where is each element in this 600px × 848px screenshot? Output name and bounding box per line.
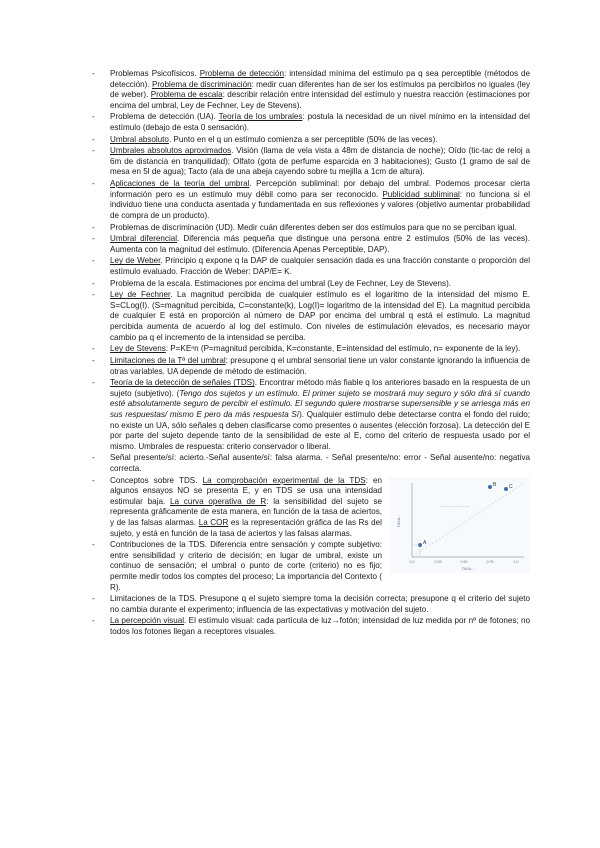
text-segment: : medir cuan diferentes han de ser los estímulos pa percibirlos no iguales (ley de weber). (110, 79, 531, 100)
point-label: C (509, 483, 513, 490)
bullet-dash: - (92, 378, 95, 388)
bullet-dash: - (92, 146, 95, 156)
bullet-dash: - (92, 290, 95, 300)
text-segment: : la sensibilidad del sujeto se representa gráficamente de esta manera, en función de la tasa de aciertos, y de las falsas alarmas. (110, 496, 382, 527)
underlined-term: La comprobación experimental de la TDS (202, 475, 366, 485)
bullet-dash: - (92, 69, 95, 78)
point-label: B (493, 481, 497, 488)
bullet-dash: - (92, 222, 95, 232)
text-segment: . Visión (llama de vela vista a 48m de distancia de noche); Oído (tic-tac de reloj a 6m de distancia en tranquilidad); Olfato (gota de perfume esparcida en 3 habitaciones); Gusto (1 gramo de sal de mesa en 5l de agua); Tacto (ala de una abeja cayendo sobre tu mejilla a 1cm de altura). (110, 146, 530, 177)
x-tick-label: 0.0 (409, 559, 415, 564)
legend-text: — — — — — — (440, 502, 470, 508)
bullet-dash: - (92, 594, 95, 604)
data-point (504, 487, 508, 491)
bullet-dash: - (92, 344, 95, 354)
notes-list (92, 69, 530, 639)
bullet-item (92, 540, 530, 593)
bullet-item (92, 234, 530, 255)
bullet-dash: - (92, 134, 95, 144)
bullet-dash: - (92, 234, 95, 244)
underlined-term: La curva operativa de R (170, 496, 267, 506)
bullet-dash: - (92, 540, 95, 550)
underlined-term: Ley de Weber (110, 256, 161, 266)
underlined-term: Umbral absoluto (110, 134, 169, 144)
bullet-dash: - (92, 256, 95, 266)
underlined-term: Limitaciones de la Tª del umbral (110, 355, 226, 365)
text-segment: : describir relación entre intensidad del estímulo y nuestra reacción (estimaciones por encima del umbral, Ley de Fechner, Ley de Stevens). (110, 90, 530, 110)
text-segment: . Encontrar método más fiable q los anteriores basado en la respuesta de un sujeto (subjetivo). ( (110, 378, 531, 398)
text-segment: Problemas de discriminación (UD). Medir cuán diferentes deben ser dos estímulos para que no se perciban igual. (110, 222, 517, 232)
underlined-term: Problema de escala (150, 90, 223, 100)
bullet-item (92, 290, 530, 343)
text-segment: . Principio q expone q la DAP de cualquier sensación dada es una fracción constante o proporción del estímulo evaluado. Fracción de Weber: DAP/E= K. (110, 256, 531, 277)
underlined-term: Teoría de la detección de señales (TDS) (110, 378, 255, 388)
text-segment: : presupone q el umbral sensorial tiene un valor constante ignorando la influencia de otras variables. UA depende de método de estimación. (110, 355, 530, 376)
text-segment: Problema de detección (UA). (110, 112, 219, 122)
x-tick-label: 0.75 (486, 559, 494, 564)
bullet-item (92, 356, 530, 377)
bullet-item (92, 616, 530, 637)
text-segment: Problema de la escala. Estimaciones por encima del umbral (Ley de Fechner, Ley de Stevens). (110, 278, 452, 288)
text-segment: . Diferencia más pequeña que distingue una persona entre 2 estímulos (50% de las veces). Aumenta con la magnitud del estímulo. (Diferencia Apenas Perceptible, DAP). (110, 234, 530, 254)
point-label: A (423, 539, 427, 546)
bullet-dash: - (92, 179, 95, 189)
underlined-term: Teoría de los umbrales (218, 112, 303, 122)
text-segment: . La magnitud percibida de cualquier estímulo es el logaritmo de la intensidad del mismo E. S=CLog(I). (S=magnitud percibida, C=constante(k), Log(I)= logaritmo de la intensidad del E). La magnitud percibida de cualquier E está en proporción al número de DAP por encima del umbral q está el estímulo. La magnitud percibida aumenta de acuerdo al log del estímulo. Con niveles de estimulación elevados, es necesario mayor cambio pa q el incremento de la intensidad se perciba. (110, 290, 531, 342)
bullet-dash: - (92, 453, 95, 463)
text-segment: ). Qualquier estímulo debe detectarse contra el fondo del ruido; no existe un UA, sólo señales q deben clasificarse como presentes o ausentes (elección forzosa). La detección del E por parte del sujeto depende tanto de la sensibilidad de este al E, como del criterio de respuesta usado por el mismo. Umbrales de respuesta: criterio conservador o liberal. (110, 409, 530, 451)
bullet-item (92, 135, 530, 146)
underlined-term: Problema de discriminación (151, 79, 252, 89)
x-tick-label: 0.50 (460, 559, 468, 564)
bullet-item (92, 378, 530, 452)
bullet-item (92, 594, 530, 615)
text-segment: Contribuciones de la TDS. Diferencia entre sensación y compte subjetivo: entre sensibilidad y criterio de decisión; en lugar de umbral, existe un continuo de sensación; el umbral o punto de corte (criterio) no es fijo; permite medir todos los comptes del proceso; La importancia del Contexto ( R). (110, 540, 382, 592)
text-segment: Conceptos sobre TDS. (110, 475, 203, 485)
bullet-item (92, 146, 530, 178)
bullet-dash: - (92, 475, 95, 485)
text-segment: . El estímulo visual: cada partícula de luz→fotón; intensidad de luz medida por nº de fotones; no todos los fotones llegan a receptores visuales. (110, 616, 531, 637)
underlined-term: Aplicaciones de la teoría del umbral (110, 179, 250, 189)
x-tick-label: 1.0 (513, 559, 519, 564)
text-segment: es la representación gráfica de las Rs del sujeto, y está en función de la tasa de aciertos y las falsas alarmas. (110, 518, 382, 538)
text-segment: . Percepción subliminal: por debajo del umbral. Podemos procesar cierta información pero es un estímulo muy débil como para ser reconocido. (110, 179, 530, 199)
x-axis-label: TASA... (461, 566, 475, 571)
text-segment: Limitaciones de la TDS. Presupone q el sujeto siempre toma la decisión correcta; presupone q el criterio del sujeto no cambia durante el experimento; influencia de las expectativas y motivación del sujeto. (110, 594, 530, 614)
bullet-dash: - (92, 616, 95, 626)
underlined-term: Publicidad subliminal (382, 189, 460, 199)
bullet-item (92, 112, 530, 133)
bullet-dash: - (92, 278, 95, 288)
bullet-item (92, 256, 530, 277)
underlined-term: Ley de Stevens (110, 344, 166, 354)
text-segment: Señal presente/sí: acierto.-Señal ausente/sí: falsa alarma. - Señal presente/no: error - Señal ausente/no: negativa correcta. (110, 453, 530, 473)
text-segment: : P=KEⁿn (P=magnitud percibida, K=constante, E=intensidad del estímulo, n= exponente de la ley). (165, 344, 521, 354)
underlined-term: La percepción visual (110, 616, 185, 626)
italic-example: Tengo dos sujetos y un estímulo. El primer sujeto se mostrará muy seguro y sólo dirá sí cuando esté absolutamente seguro de percibir el estímulo. El segundo quiere mostrarse supersensible y se arriesga más en sus respuestas/ mismo E pero da más respuesta Sí (110, 388, 530, 419)
text-segment: . Punto en el q un estímulo comienza a ser perceptible (50% de las veces). (168, 134, 438, 144)
bullet-item (92, 179, 530, 221)
data-point (488, 485, 492, 489)
underlined-term: Problema de detección (199, 69, 284, 78)
y-axis-label: TASA... (397, 514, 401, 528)
bullet-item (92, 453, 530, 474)
bullet-dash: - (92, 355, 95, 365)
text-segment: : intensidad mínima del estímulo pa q sea perceptible (métodos de detección). (110, 69, 531, 89)
x-tick-label: 0.25 (434, 559, 442, 564)
text-segment: : en algunos ensayos NO se presenta E, y en TDS se usa una intensidad estimular baja. (110, 475, 382, 506)
bullet-item (92, 344, 530, 355)
text-segment: : no funciona si el individuo tiene una conducta asentada y fundamentada en sus reflexiones y valores (objetivo aumentar probabilidad de compra de un producto). (110, 189, 530, 220)
text-segment: : postula la necesidad de un nivel mínimo en la intensidad del estímulo (debajo de esta 0 sensación). (110, 112, 530, 133)
text-segment: Problemas Psicofísicos. (110, 69, 200, 78)
underlined-term: La COR (198, 518, 229, 527)
underlined-term: Umbral diferencial (110, 234, 178, 244)
bullet-dash: - (92, 112, 95, 122)
underlined-term: Umbrales absolutos aproximados (110, 146, 232, 156)
bullet-item (92, 223, 530, 234)
bullet-item (92, 279, 530, 290)
underlined-term: Ley de Fechner (110, 290, 171, 300)
bullet-item (92, 69, 530, 111)
